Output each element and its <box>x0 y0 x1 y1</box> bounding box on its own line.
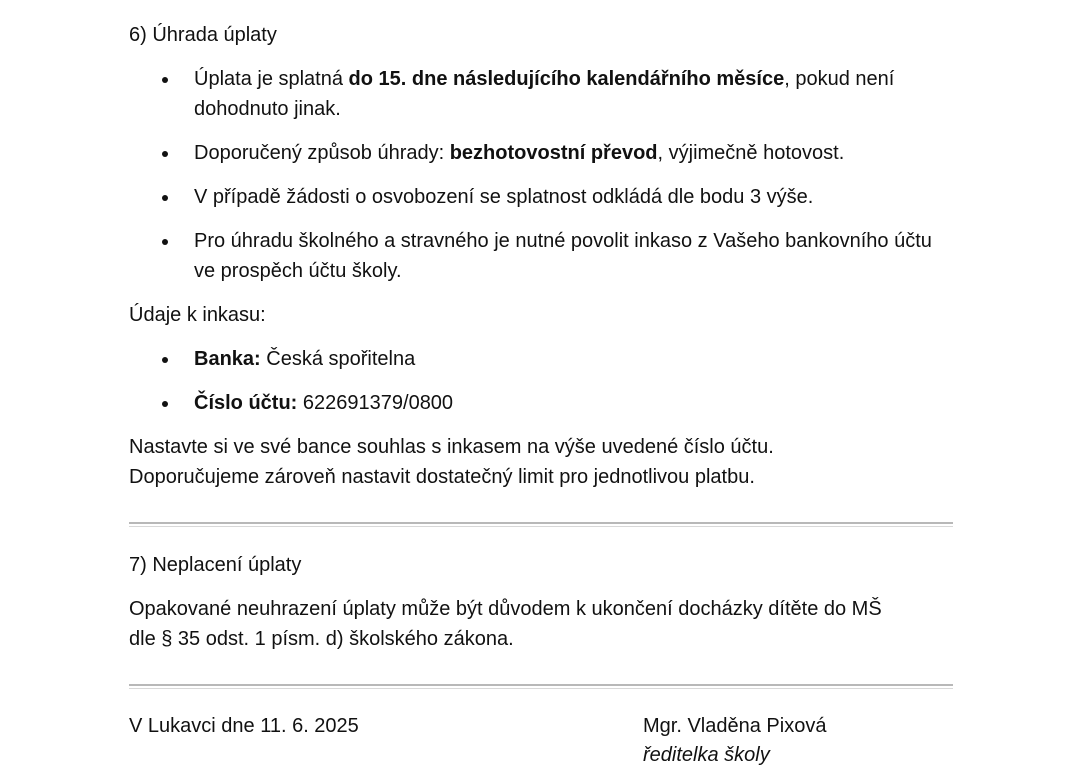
list-item: Pro úhradu školného a stravného je nutné povolit inkaso z Vašeho bankovního účtu ve prospěch účtu školy. <box>129 226 953 286</box>
signatory-name: Mgr. Vladěna Pixová <box>643 715 827 737</box>
signatory-role: ředitelka školy <box>643 744 770 766</box>
list-item: V případě žádosti o osvobození se splatnost odkládá dle bodu 3 výše. <box>129 182 953 212</box>
non-payment-text: Opakované neuhrazení úplaty může být důvodem k ukončení docházky dítěte do MŠ dle § 35 odst. 1 písm. d) školského zákona. <box>129 598 882 650</box>
signature-block <box>643 712 826 770</box>
list-item: Úplata je splatná do 15. dne následujícího kalendářního měsíce, pokud není dohodnuto jinak. <box>129 64 953 124</box>
list-item: Doporučený způsob úhrady: bezhotovostní převod, výjimečně hotovost. <box>129 138 953 168</box>
payment-terms-list <box>129 64 953 286</box>
inkaso-note: Nastavte si ve své bance souhlas s inkasem na výše uvedené číslo účtu. Doporučujeme zároveň nastavit dostatečný limit pro jednotlivou platbu. <box>129 436 774 488</box>
bank-name-item: Banka: Česká spořitelna <box>129 344 953 374</box>
account-number-item: Číslo účtu: 622691379/0800 <box>129 388 953 418</box>
inkaso-heading: Údaje k inkasu: <box>129 304 266 326</box>
place-and-date: V Lukavci dne 11. 6. 2025 <box>129 715 359 737</box>
section-6-title: 6) Úhrada úplaty <box>129 24 277 46</box>
inkaso-details-list <box>129 344 953 418</box>
section-7-title: 7) Neplacení úplaty <box>129 554 302 576</box>
section-divider <box>129 684 953 689</box>
section-divider <box>129 522 953 527</box>
